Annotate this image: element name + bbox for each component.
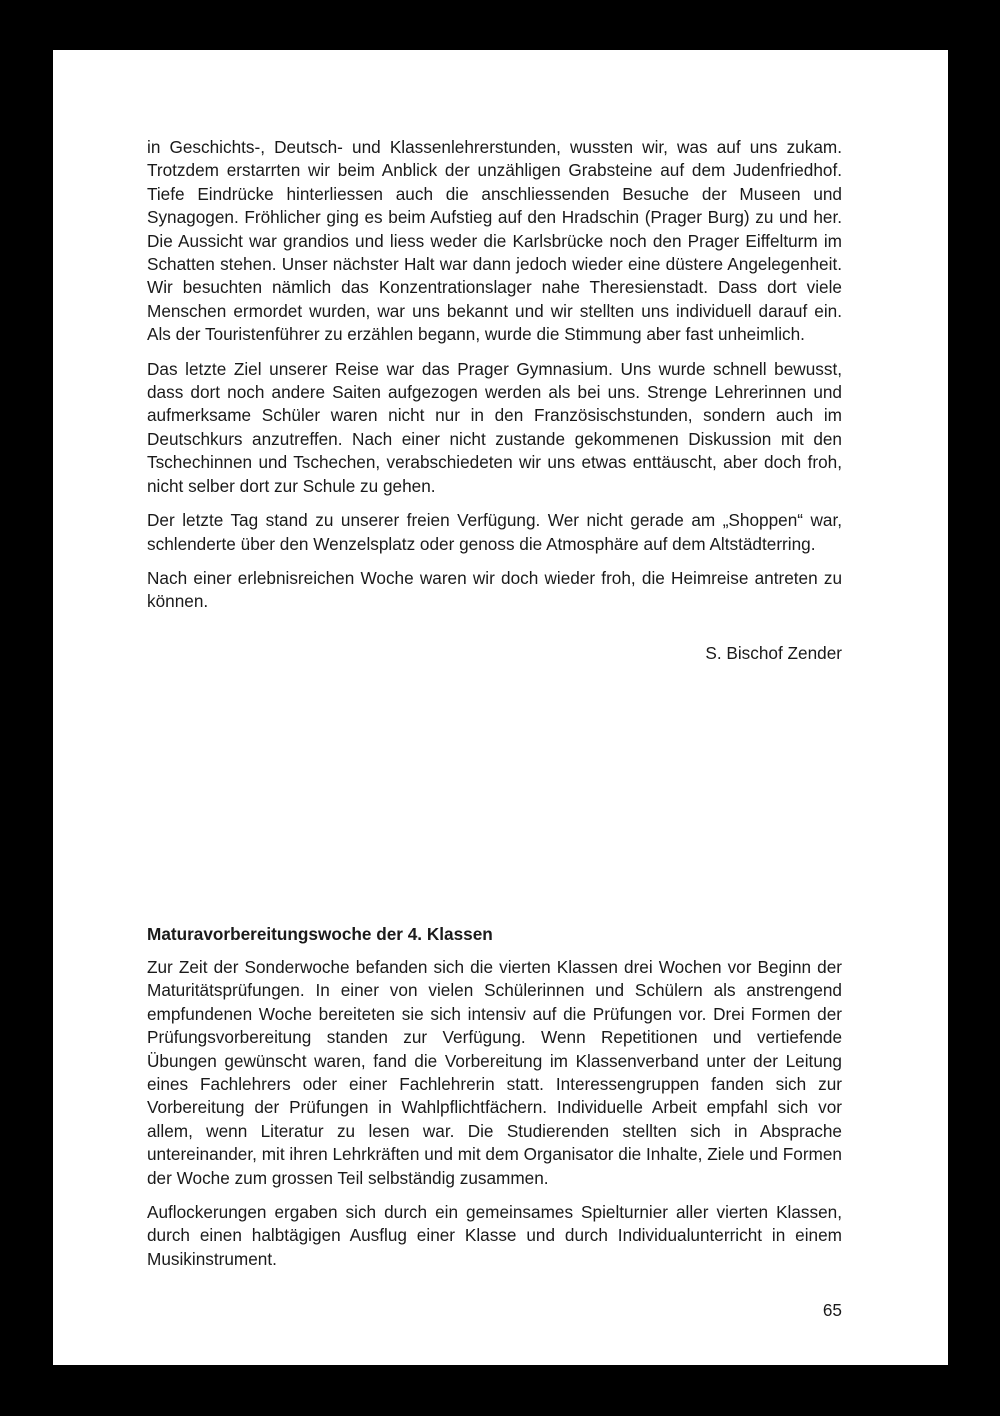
article-matura-week [147,956,842,1282]
section-heading: Maturavorbereitungswoche der 4. Klassen [147,924,493,944]
document-page [53,50,948,1365]
paragraph: in Geschichts-, Deutsch- und Klassenlehrerstunden, wussten wir, was auf uns zukam. Trotzdem erstarrten wir beim Anblick der unzähligen Grabsteine auf dem Judenfriedhof. Tiefe Eindrücke hinterliessen auch die anschliessenden Besuche der Museen und Synagogen. Fröhlicher ging es beim Aufstieg auf den Hradschin (Prager Burg) zu und her. Die Aussicht war grandios und liess weder die Karlsbrücke noch den Prager Eiffelturm im Schatten stehen. Unser nächster Halt war dann jedoch wieder eine düstere Angelegenheit. Wir besuchten nämlich das Konzentrationslager nahe Theresienstadt. Dass dort viele Menschen ermordet wurden, war uns bekannt und wir stellten uns individuell darauf ein. Als der Touristenführer zu erzählen begann, wurde die Stimmung aber fast unheimlich. [147,137,842,345]
paragraph: Der letzte Tag stand zu unserer freien Verfügung. Wer nicht gerade am „Shoppen“ war, schlenderte über den Wenzelsplatz oder genoss die Atmosphäre auf dem Altstädterring. [147,510,842,554]
paragraph: Auflockerungen ergaben sich durch ein gemeinsames Spielturnier aller vierten Klassen, durch einen halbtägigen Ausflug einer Klasse und durch Individualunterricht in einem Musikinstrument. [147,1202,842,1269]
author-signature: S. Bischof Zender [705,642,842,663]
article-prague-trip [147,136,842,665]
paragraph: Nach einer erlebnisreichen Woche waren wir doch wieder froh, die Heimreise antreten zu können. [147,567,842,612]
paragraph: Zur Zeit der Sonderwoche befanden sich die vierten Klassen drei Wochen vor Beginn der Maturitätsprüfungen. In einer von vielen Schülerinnen und Schülern als anstrengend empfundenen Woche bereiteten sie sich intensiv auf die Prüfungen vor. Drei Formen der Prüfungsvorbereitung standen zur Verfügung. Wenn Repetitionen und vertiefende Übungen gewünscht waren, fand die Vorbereitung im Klassenverband unter der Leitung eines Fachlehrers oder einer Fachlehrerin statt. Interessengruppen fanden sich zur Vorbereitung der Prüfungen in Wahlpflichtfächern. Individuelle Arbeit empfahl sich vor allem, wenn Literatur zu lesen war. Die Studierenden stellten sich in Absprache untereinander, mit ihren Lehrkräften und mit dem Organisator die Inhalte, Ziele und Formen der Woche zum grossen Teil selbständig zusammen. [147,957,842,1188]
page-number: 65 [822,1300,842,1320]
paragraph: Das letzte Ziel unserer Reise war das Prager Gymnasium. Uns wurde schnell bewusst, dass dort noch andere Saiten aufgezogen werden als bei uns. Strenge Lehrerinnen und aufmerksame Schüler waren nicht nur in den Französischstunden, sondern auch im Deutschkurs anzutreffen. Nach einer nicht zustande gekommenen Diskussion mit den Tschechinnen und Tschechen, verabschiedeten wir uns etwas enttäuscht, aber doch froh, nicht selber dort zur Schule zu gehen. [147,358,842,496]
